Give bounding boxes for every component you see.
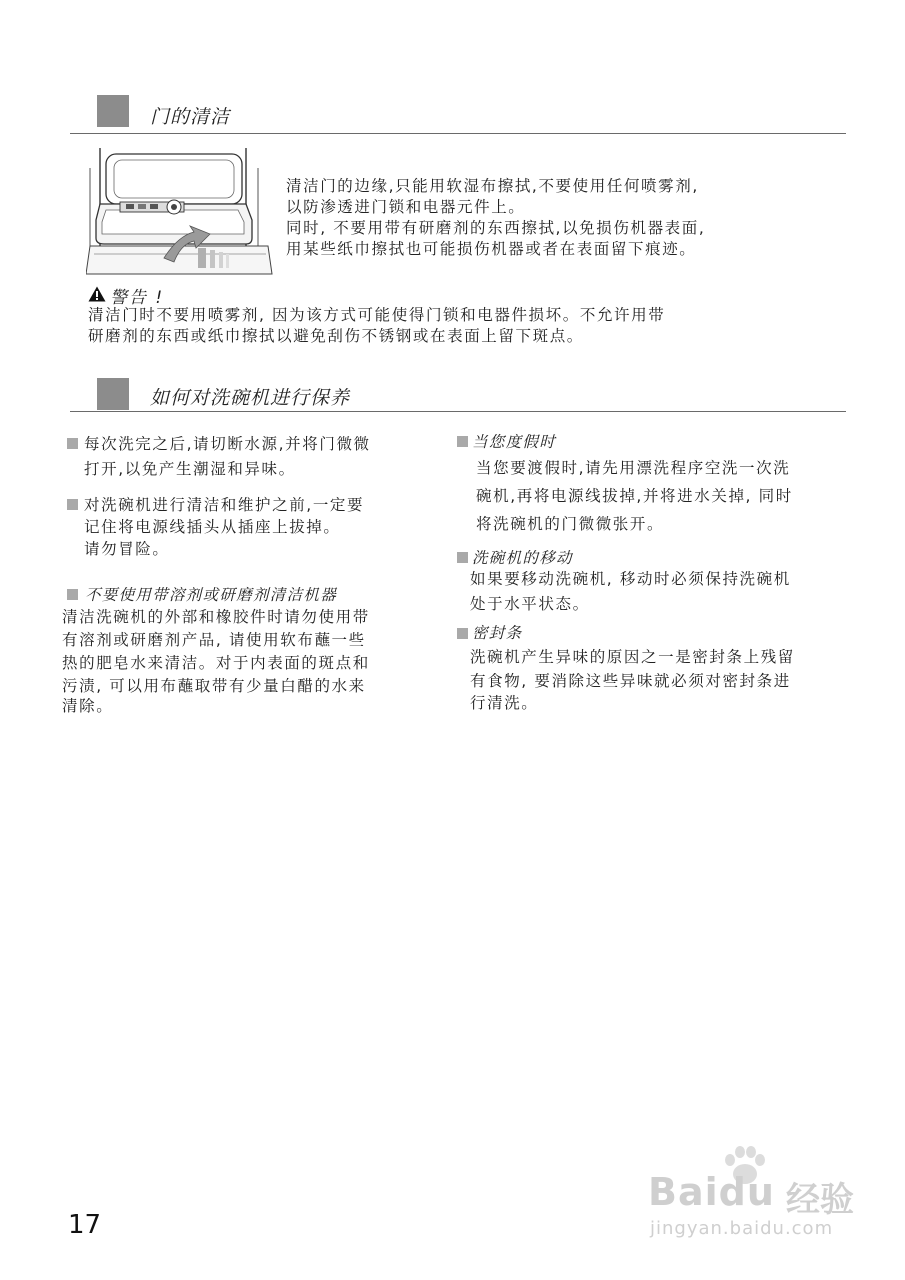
holiday-line-3: 将洗碗机的门微微张开。 bbox=[476, 515, 665, 533]
watermark-brand: Baidu bbox=[648, 1170, 775, 1214]
holiday-line-2: 碗机,再将电源线拔掉,并将进水关掉, 同时 bbox=[476, 487, 793, 505]
subsection-title-seal: 密封条 bbox=[472, 624, 523, 642]
warning-line-1: 清洁门时不要用喷雾剂, 因为该方式可能使得门锁和电器件损坏。不允许用带 bbox=[88, 306, 666, 324]
no-solvents-line-5: 清除。 bbox=[62, 697, 114, 715]
left-bullet2-line-3: 请勿冒险。 bbox=[84, 540, 170, 558]
subsection-title-holiday: 当您度假时 bbox=[472, 433, 557, 451]
section-divider bbox=[70, 411, 846, 412]
subsection-title-no-solvents: 不要使用带溶剂或研磨剂清洁机器 bbox=[85, 586, 338, 604]
door-cleaning-line-4: 用某些纸巾擦拭也可能损伤机器或者在表面留下痕迹。 bbox=[286, 240, 697, 258]
moving-line-2: 处于水平状态。 bbox=[470, 595, 590, 613]
bullet-marker bbox=[457, 552, 468, 563]
left-bullet2-line-1: 对洗碗机进行清洁和维护之前,一定要 bbox=[84, 496, 365, 514]
door-cleaning-line-2: 以防渗透进门锁和电器元件上。 bbox=[286, 198, 526, 216]
subsection-title-moving: 洗碗机的移动 bbox=[472, 549, 573, 567]
warning-title: 警告 ! bbox=[110, 288, 165, 308]
bullet-marker bbox=[457, 436, 468, 447]
bullet-marker bbox=[67, 589, 78, 600]
section-marker-square bbox=[97, 378, 129, 410]
no-solvents-line-2: 有溶剂或研磨剂产品, 请使用软布蘸一些 bbox=[62, 631, 366, 649]
page-number: 17 bbox=[68, 1210, 102, 1240]
bullet-marker bbox=[67, 499, 78, 510]
bullet-marker bbox=[67, 438, 78, 449]
left-bullet1-line-1: 每次洗完之后,请切断水源,并将门微微 bbox=[84, 435, 371, 453]
section-divider bbox=[70, 133, 846, 134]
bullet-marker bbox=[457, 628, 468, 639]
no-solvents-line-4: 污渍, 可以用布蘸取带有少量白醋的水来 bbox=[62, 677, 366, 695]
dishwasher-door-illustration bbox=[86, 148, 274, 276]
door-cleaning-line-1: 清洁门的边缘,只能用软湿布擦拭,不要使用任何喷雾剂, bbox=[286, 177, 699, 195]
seal-line-1: 洗碗机产生异味的原因之一是密封条上残留 bbox=[470, 648, 795, 666]
seal-line-2: 有食物, 要消除这些异味就必须对密封条进 bbox=[470, 672, 791, 690]
section-marker-square bbox=[97, 95, 129, 127]
watermark-brand-cn: 经验 bbox=[786, 1180, 854, 1220]
seal-line-3: 行清洗。 bbox=[470, 694, 539, 712]
moving-line-1: 如果要移动洗碗机, 移动时必须保持洗碗机 bbox=[470, 570, 791, 588]
no-solvents-line-1: 清洁洗碗机的外部和橡胶件时请勿使用带 bbox=[62, 608, 370, 626]
holiday-line-1: 当您要渡假时,请先用漂洗程序空洗一次洗 bbox=[476, 459, 791, 477]
no-solvents-line-3: 热的肥皂水来清洁。对于内表面的斑点和 bbox=[62, 654, 370, 672]
warning-line-2: 研磨剂的东西或纸巾擦拭以避免刮伤不锈钢或在表面上留下斑点。 bbox=[88, 327, 584, 345]
door-cleaning-line-3: 同时, 不要用带有研磨剂的东西擦拭,以免损伤机器表面, bbox=[286, 219, 706, 237]
left-bullet1-line-2: 打开,以免产生潮湿和异味。 bbox=[84, 460, 296, 478]
section-title-door-cleaning: 门的清洁 bbox=[150, 106, 231, 128]
left-bullet2-line-2: 记住将电源线插头从插座上拔掉。 bbox=[84, 518, 341, 536]
warning-triangle-icon bbox=[88, 286, 106, 302]
watermark-url: jingyan.baidu.com bbox=[650, 1218, 834, 1239]
section-title-maintenance: 如何对洗碗机进行保养 bbox=[150, 387, 351, 409]
